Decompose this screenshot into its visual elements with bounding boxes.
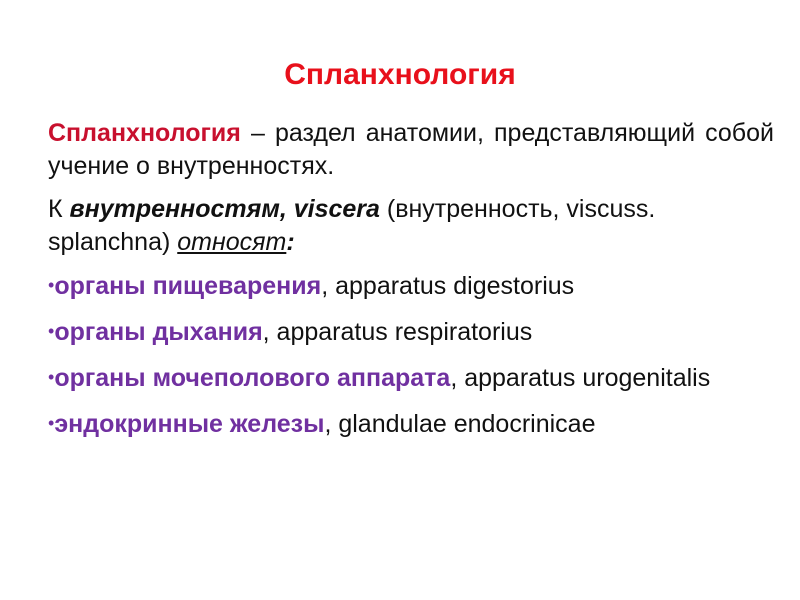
bullet-icon: •: [48, 413, 55, 433]
list-item: [48, 315, 774, 349]
definition-term: Спланхнология: [48, 119, 241, 147]
list-item-latin: , apparatus respiratorius: [262, 318, 533, 346]
list-item: [48, 361, 774, 395]
viscera-term: внутренностям, viscera: [69, 195, 380, 223]
list-item: [48, 407, 774, 441]
slide-title: Спланхнология: [284, 58, 516, 91]
bullet-icon: •: [48, 321, 55, 341]
list-item-term: органы пищеварения: [54, 272, 322, 300]
viscera-paragraph: [48, 193, 774, 259]
list-item-term: органы мочеполового аппарата: [54, 364, 451, 392]
viscera-prefix: К: [48, 195, 70, 223]
list-item-latin: , glandulae endocrinicae: [324, 410, 596, 438]
viscera-colon: :: [286, 228, 295, 256]
bullet-icon: •: [48, 367, 55, 387]
bullet-icon: •: [48, 275, 55, 295]
list-item: [48, 269, 774, 303]
viscera-relate: относят: [177, 228, 287, 256]
slide-content: [48, 117, 774, 453]
list-item-term: органы дыхания: [54, 318, 263, 346]
definition-text: – раздел анатомии, представляющий собой учение о внутренностях.: [48, 119, 774, 180]
list-item-term: эндокринные железы: [54, 410, 325, 438]
definition-paragraph: [48, 117, 774, 183]
list-item-latin: , apparatus urogenitalis: [450, 364, 711, 392]
viscera-middle: (внутренность, viscuss. splanchna): [48, 195, 656, 256]
list-item-latin: , apparatus digestorius: [321, 272, 575, 300]
